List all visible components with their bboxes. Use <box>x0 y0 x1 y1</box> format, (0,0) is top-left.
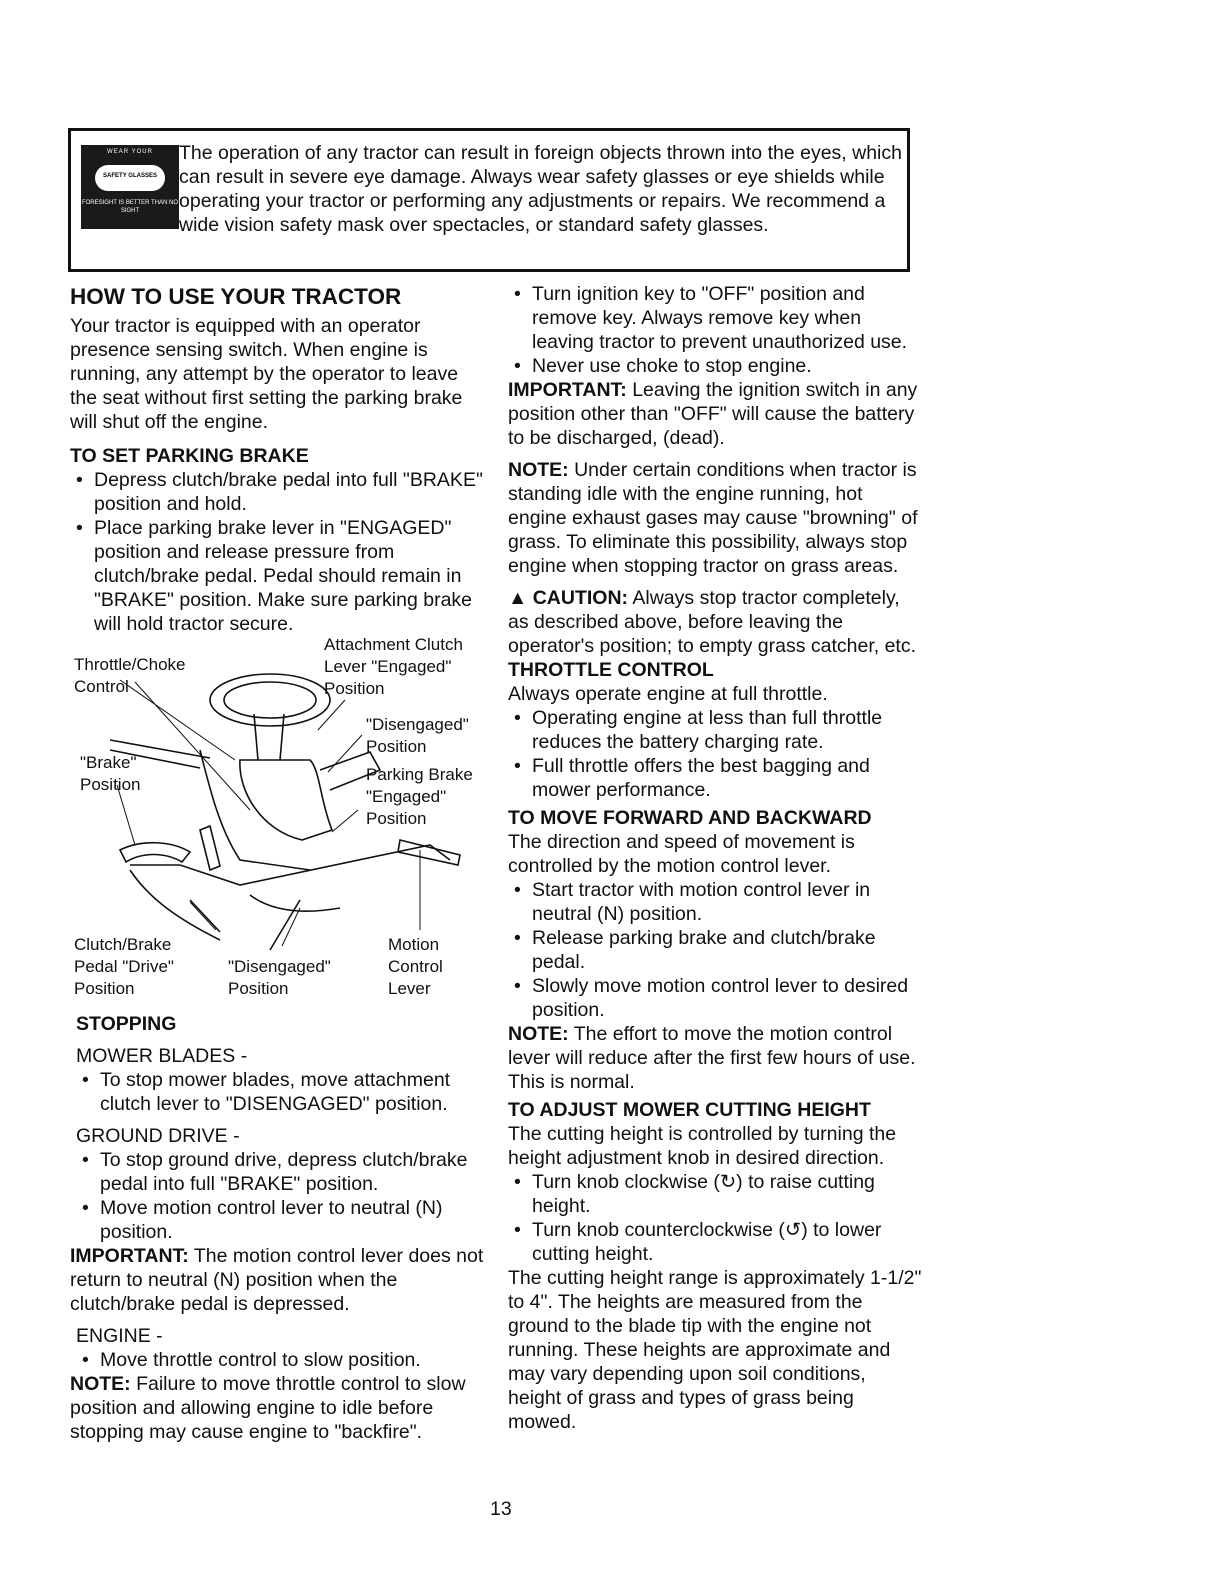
list-item: • Move throttle control to slow position. <box>76 1348 490 1372</box>
note-label: NOTE: <box>508 459 569 481</box>
list-item: • Depress clutch/brake pedal into full "BRAKE" position and hold. <box>70 468 490 516</box>
note-motion-effort <box>508 1022 922 1094</box>
throttle-heading: THROTTLE CONTROL <box>508 659 714 681</box>
engine-list <box>76 1348 490 1372</box>
right-column <box>508 282 922 1434</box>
list-item: • Operating engine at less than full throttle reduces the battery charging rate. <box>508 706 922 754</box>
safety-glasses-icon <box>81 145 179 229</box>
important-text: The motion control lever does not return to neutral (N) position when the clutch/brake pedal is depressed. <box>70 1245 484 1315</box>
height-outro: The cutting height range is approximately 1-1/2" to 4". The heights are measured from the ground to the blade tip with the engine not running. These heights are approximate and may vary depending upon soil conditions, height of grass and types of grass being mowed. <box>508 1267 922 1433</box>
label-clutch-brake-pedal: Clutch/Brake Pedal "Drive" Position <box>74 935 174 998</box>
throttle-intro: Always operate engine at full throttle. <box>508 683 828 705</box>
height-intro: The cutting height is controlled by turning the height adjustment knob in desired direction. <box>508 1123 897 1169</box>
list-item: • Move motion control lever to neutral (N) position. <box>76 1196 490 1244</box>
label-disengaged-bottom: "Disengaged" Position <box>228 957 331 998</box>
label-disengaged-top: "Disengaged" Position <box>366 715 469 756</box>
mower-blades-heading: MOWER BLADES - <box>76 1045 248 1067</box>
note-label: NOTE: <box>508 1023 569 1045</box>
caution-icon: ▲ <box>508 587 533 609</box>
motion-control-lever <box>398 840 460 865</box>
list-item: • To stop mower blades, move attachment clutch lever to "DISENGAGED" position. <box>76 1068 490 1116</box>
height-heading: TO ADJUST MOWER CUTTING HEIGHT <box>508 1099 871 1121</box>
parking-brake-heading: TO SET PARKING BRAKE <box>70 445 309 467</box>
icon-mid-label: SAFETY GLASSES <box>103 173 157 179</box>
label-parking-brake: Parking Brake "Engaged" Position <box>366 765 473 828</box>
mower-blades-list <box>76 1068 490 1116</box>
list-item: • Slowly move motion control lever to desired position. <box>508 974 922 1022</box>
ground-drive-heading: GROUND DRIVE - <box>76 1125 240 1147</box>
intro-paragraph: Your tractor is equipped with an operator presence sensing switch. When engine is running, any attempt by the operator to leave the seat without first setting the parking brake will shut off the engine. <box>70 315 463 433</box>
list-item: • Turn knob clockwise (↻) to raise cutting height. <box>508 1170 922 1218</box>
move-intro: The direction and speed of movement is controlled by the motion control lever. <box>508 831 855 877</box>
dash-console <box>240 760 332 840</box>
list-item: • Release parking brake and clutch/brake pedal. <box>508 926 922 974</box>
label-brake-position: "Brake" Position <box>80 753 141 794</box>
note-text: Failure to move throttle control to slow position and allowing engine to idle before stopping may cause engine to "backfire". <box>70 1373 466 1443</box>
throttle-list <box>508 706 922 802</box>
section-title: HOW TO USE YOUR TRACTOR <box>70 284 402 309</box>
page-number: 13 <box>490 1498 512 1520</box>
note-text: Under certain conditions when tractor is standing idle with the engine running, hot engine exhaust gases may cause "browning" of grass. To eliminate this possibility, always stop engine when stopping tractor on grass areas. <box>508 459 918 577</box>
move-heading: TO MOVE FORWARD AND BACKWARD <box>508 807 872 829</box>
label-throttle-choke: Throttle/Choke Control <box>74 655 186 696</box>
important-label: IMPORTANT: <box>70 1245 189 1267</box>
list-item: • Start tractor with motion control lever in neutral (N) position. <box>508 878 922 926</box>
note-label: NOTE: <box>70 1373 131 1395</box>
important-ignition <box>508 378 922 450</box>
list-item: • Never use choke to stop engine. <box>508 354 922 378</box>
note-browning <box>508 458 922 578</box>
caution-label: CAUTION: <box>532 587 629 609</box>
list-item: • Turn ignition key to "OFF" position and remove key. Always remove key when leaving tractor to prevent unauthorized use. <box>508 282 922 354</box>
warning-text: The operation of any tractor can result in foreign objects thrown into the eyes, which can result in severe eye damage. Always wear safety glasses or eye shields while operating your tractor or performing any adjustments or repairs. We recommend a wide vision safety mask over spectacles, or standard safety glasses. <box>179 142 902 236</box>
engine-heading: ENGINE - <box>76 1325 163 1347</box>
height-list <box>508 1170 922 1266</box>
list-item: • To stop ground drive, depress clutch/brake pedal into full "BRAKE" position. <box>76 1148 490 1196</box>
brake-pedal <box>120 843 190 862</box>
ignition-list <box>508 282 922 378</box>
move-list <box>508 878 922 1022</box>
caution-note <box>508 586 922 658</box>
parking-brake-list <box>70 468 490 636</box>
caution-text: Always stop tractor completely, as described above, before leaving the operator's position; to empty grass catcher, etc. <box>508 587 917 657</box>
note-text: The effort to move the motion control lever will reduce after the first few hours of use. This is normal. <box>508 1023 916 1093</box>
label-motion-control: Motion Control Lever <box>388 935 443 998</box>
important-note <box>70 1244 490 1316</box>
ground-drive-list <box>76 1148 490 1244</box>
list-item: • Place parking brake lever in "ENGAGED" position and release pressure from clutch/brake pedal. Pedal should remain in "BRAKE" position. Make sure parking brake will hold tractor secure. <box>70 516 490 636</box>
important-label: IMPORTANT: <box>508 379 627 401</box>
icon-bottom-label: FORESIGHT IS BETTER THAN NO SIGHT <box>81 200 179 214</box>
eye-safety-warning-box <box>68 128 910 272</box>
list-item: • Full throttle offers the best bagging and mower performance. <box>508 754 922 802</box>
left-column <box>70 282 490 1444</box>
icon-top-label: WEAR YOUR <box>107 149 153 155</box>
stopping-heading: STOPPING <box>76 1013 177 1035</box>
tractor-controls-figure <box>70 635 490 1008</box>
steering-column <box>254 714 284 760</box>
label-attachment-clutch: Attachment Clutch Lever "Engaged" Position <box>324 635 463 698</box>
list-item: • Turn knob counterclockwise (↺) to lower cutting height. <box>508 1218 922 1266</box>
engine-note <box>70 1372 490 1444</box>
important-text: Leaving the ignition switch in any position other than "OFF" will cause the battery to be discharged, (dead). <box>508 379 918 449</box>
